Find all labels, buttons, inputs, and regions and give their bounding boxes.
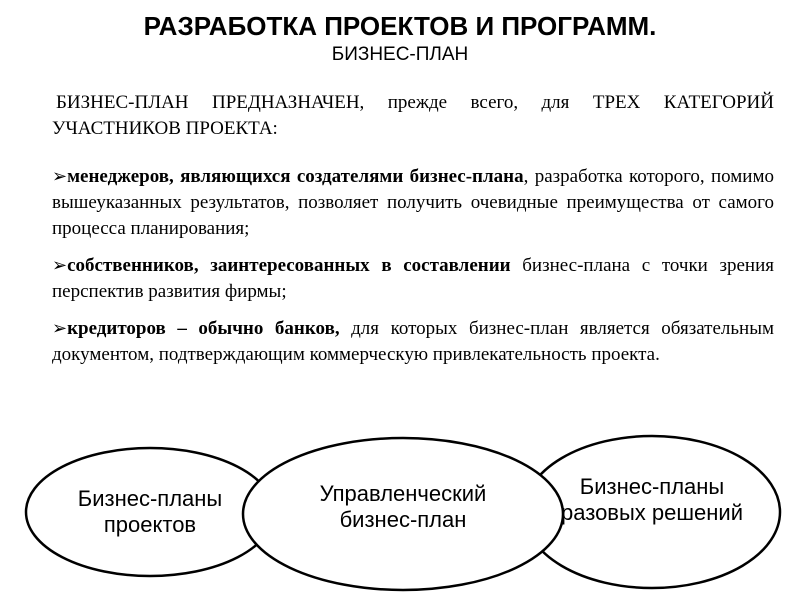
arrowhead-bullet-icon: ➢ <box>52 166 68 187</box>
oval-right-label: Бизнес-планы разовых решений <box>561 474 743 525</box>
oval-left-label: Бизнес-планы проектов <box>77 486 223 537</box>
intro-tail: УЧАСТНИКОВ ПРОЕКТА: <box>52 118 278 139</box>
intro-categories: ТРЕХ КАТЕГОРИЙ <box>592 92 774 113</box>
page-subtitle: БИЗНЕС-ПЛАН <box>331 44 469 65</box>
intro-lead: БИЗНЕС-ПЛАН ПРЕДНАЗНАЧЕН, <box>56 92 365 113</box>
bullet-bold: менеджеров, являющихся создателями бизнес-плана <box>67 166 524 187</box>
bullet-bold: собственников, заинтересованных в составлении <box>67 255 511 276</box>
bullet-text: бизнес-плана с точки зрения перспектив развития фирмы; <box>52 255 774 302</box>
arrowhead-bullet-icon: ➢ <box>52 255 68 276</box>
oval-center-label: Управленческий бизнес-план <box>319 481 487 532</box>
bullet-text: для которых бизнес-план является обязательным документом, подтверждающим коммерческую привлекательность проекта. <box>52 318 774 365</box>
arrowhead-bullet-icon: ➢ <box>52 318 68 339</box>
intro-mid: прежде всего, для <box>364 92 593 113</box>
bullet-bold: кредиторов – обычно банков, <box>67 318 340 339</box>
bullet-text: , разработка которого, помимо вышеуказанных результатов, позволяет получить очевидные преимущества от самого процесса планирования; <box>52 166 774 239</box>
page-title: РАЗРАБОТКА ПРОЕКТОВ И ПРОГРАММ. <box>143 11 657 41</box>
